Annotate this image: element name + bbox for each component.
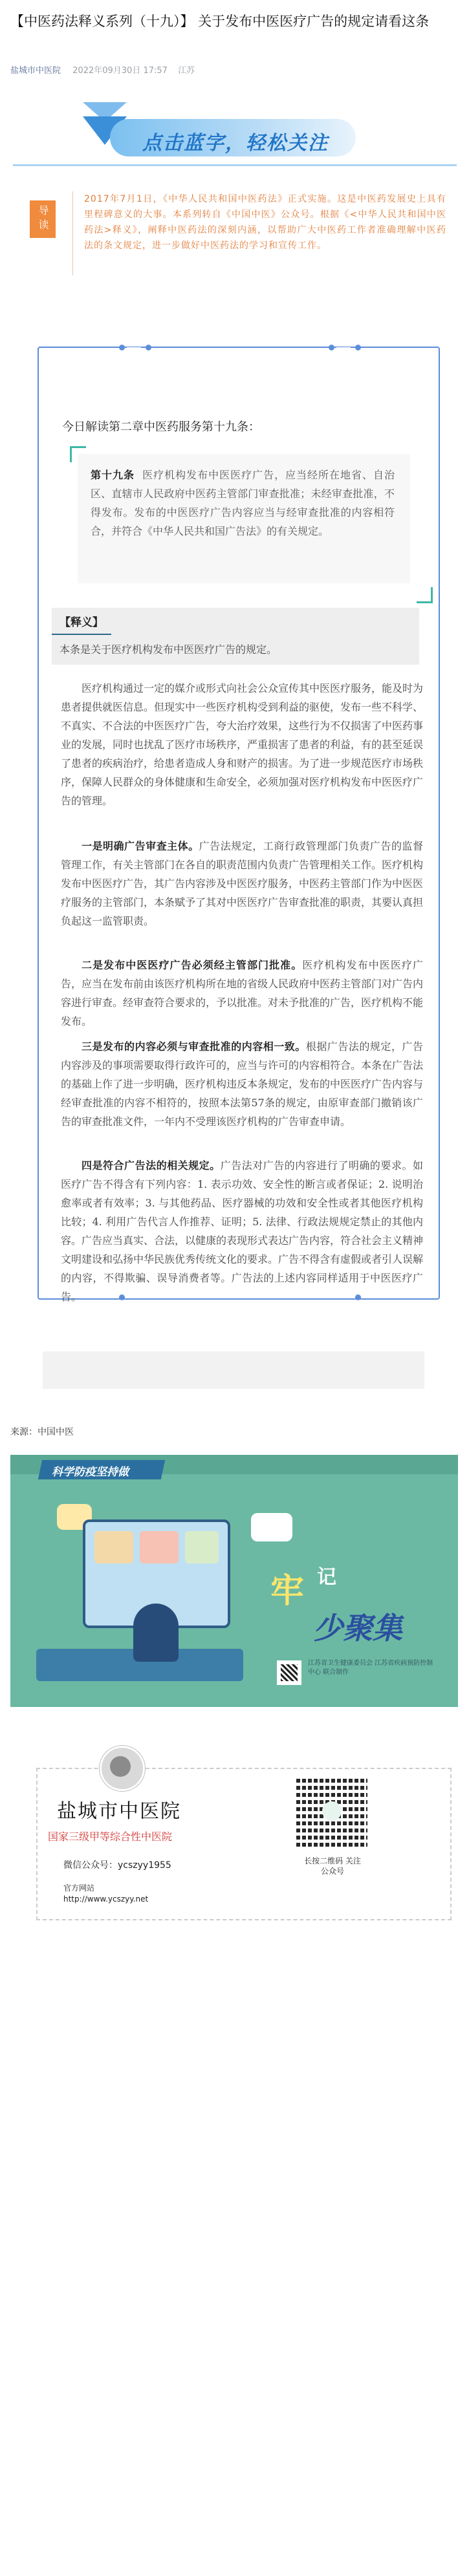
article-title: 【中医药法释义系列（十九）】 关于发布中医医疗广告的规定请看这条 <box>10 14 430 29</box>
paragraph-1-body: 广告法规定，工商行政管理部门负责广告的监督管理工作，有关主管部门在各自的职责范围内负责广告管理相关工作。医疗机构发布中医医疗广告，其广告内容涉及中医医疗服务，中医药主管部门作为中医医疗服务的主管部门，本条赋予了其对中医医疗广告审查批准的职责，其要认真担负起这一监管职责。 <box>61 840 424 927</box>
hospital-name: 盐城市中医院 <box>57 1800 181 1823</box>
frame-dot-icon <box>329 345 334 350</box>
lead-text: 今日解读第二章中医药服务第十九条： <box>62 420 260 434</box>
frame-dot-icon <box>355 345 361 350</box>
building-icon <box>110 1756 131 1777</box>
law-article-text <box>91 466 395 541</box>
paragraph-2 <box>61 956 423 1031</box>
law-article-label: 第十九条 <box>91 469 135 481</box>
poster-title-small: 记 <box>317 1566 336 1589</box>
paragraph-1 <box>61 837 423 930</box>
intro-text: 2017年7月1日，《中华人民共和国中医药法》正式实施。这是中医药发展史上具有里程碑意义的大事。本系列转自《中国中医》公众号。根据《<中华人民共和国中医药法>释义》，阐释中医药法的深刻内涵，以帮助广大中医药工作者准确理解中医药法的条文规定，进一步做好中医药法的学习和宣传工作。 <box>84 194 446 251</box>
placeholder-bar <box>43 1351 424 1389</box>
video-tile <box>140 1531 179 1563</box>
poster-credit: 江苏省卫生健康委员会 江苏省疾病预防控制中心 联合制作 <box>308 1660 433 1676</box>
chat-bubble-icon <box>251 1513 292 1541</box>
law-article-body: 医疗机构发布中医医疗广告，应当经所在地省、自治区、直辖市人民政府中医药主管部门审查批准；未经审查批准，不得发布。发布的中医医疗广告内容应当与经审查批准的内容相符合，并符合《中华人民共和国广告法》的有关规定。 <box>91 469 395 537</box>
paragraph-4 <box>61 1156 423 1306</box>
qr-code-icon <box>281 1664 298 1681</box>
wechat-account: 微信公众号：ycszyy1955 <box>63 1860 171 1871</box>
hospital-class: 国家三级甲等综合性中医院 <box>48 1830 173 1843</box>
qr-center-logo <box>322 1801 342 1821</box>
follow-banner[interactable] <box>13 110 457 175</box>
account-name-link[interactable]: 盐城市中医院 <box>10 66 61 76</box>
follow-text: 点击蓝字，轻松关注 <box>142 132 329 155</box>
article-meta <box>10 63 195 76</box>
qr-caption: 长按二维码 关注公众号 <box>304 1856 361 1876</box>
intro-section <box>18 191 452 275</box>
paragraph-3 <box>61 1037 423 1131</box>
person-illustration <box>133 1604 179 1662</box>
site-url-link[interactable]: http://www.ycszyy.net <box>63 1894 149 1904</box>
paragraph-1-heading: 一是明确广告审查主体。 <box>82 840 199 852</box>
source-text: 来源：中国中医 <box>10 1427 74 1437</box>
divider <box>13 164 457 166</box>
paragraph-3-body: 根据广告法的规定，广告内容涉及的事项需要取得行政许可的，应当与许可的内容相符合。本条在广告法的基础上作了进一步明确，医疗机构违反本条规定，发布的中医医疗广告内容与经审查批准的内容不相符的，按照本法第57条的规定，由原审查部门撤销该广告的审查批准文件，一年内不受理该医疗机构的广告审查申请。 <box>61 1040 424 1128</box>
official-site <box>63 1883 148 1905</box>
frame-gap <box>127 347 141 349</box>
content-frame <box>38 347 440 1303</box>
video-tile <box>185 1531 219 1563</box>
heading-underline <box>52 634 111 635</box>
paragraph-4-heading: 四是符合广告法的相关规定。 <box>82 1159 221 1172</box>
frame-dot-icon <box>119 345 125 350</box>
publish-location: 江苏 <box>178 66 195 76</box>
frame-gap <box>336 347 351 349</box>
poster-image <box>10 1455 458 1707</box>
poster-title-big: 牢 <box>270 1571 305 1611</box>
hospital-card <box>36 1768 452 1920</box>
intro-tag: 导读 <box>30 200 56 238</box>
poster-badge-text: 科学防疫坚持做 <box>52 1466 129 1479</box>
frame-dot-icon <box>146 345 151 350</box>
interpretation-box <box>52 608 419 665</box>
paragraph-3-heading: 三是发布的内容必须与审查批准的内容相一致。 <box>82 1040 306 1053</box>
paragraph-2-body: 医疗机构发布中医医疗广告，应当在发布前由该医疗机构所在地的省级人民政府中医药主管部门对广告内容进行审查。经审查符合要求的，予以批准。对未予批准的广告，医疗机构不能发布。 <box>61 959 424 1027</box>
law-article-box <box>78 454 410 583</box>
site-label: 官方网站 <box>63 1884 95 1893</box>
poster-subtitle: 少聚集 <box>313 1611 402 1646</box>
corner-bracket-icon <box>417 587 433 603</box>
paragraph-2-heading: 二是发布中医医疗广告必须经主管部门批准。 <box>82 959 303 971</box>
publish-date: 2022年09月30日 17:57 <box>72 66 168 76</box>
paragraph-4-body: 广告法对广告的内容进行了明确的要求。如医疗广告不得含有下列内容：1. 表示功效、安全性的断言或者保证；2. 说明治愈率或者有效率；3. 与其他药品、医疗器械的功效和安全性或者其他医疗机构比较；4. 利用广告代言人作推荐、证明；5. 法律、行政法规规定禁止的其他内容。广告应当真实、合法，以健康的表现形式表达广告内容，符合社会主义精神文明建设和弘扬中华民族优秀传统文化的要求。广告不得含有虚假或者引人误解的内容，不得欺骗、误导消费者等。广告法的上述内容同样适用于中医医疗广告。 <box>61 1159 424 1303</box>
interpretation-text: 本条是关于医疗机构发布中医医疗广告的规定。 <box>60 643 278 656</box>
interpretation-heading: 【释义】 <box>60 616 104 629</box>
video-tile <box>94 1531 133 1563</box>
divider <box>72 191 73 275</box>
paragraph-intro: 医疗机构通过一定的媒介或形式向社会公众宣传其中医医疗服务，能及时为患者提供就医信息。但现实中一些医疗机构受到利益的驱使，发布一些不科学、不真实、不合法的中医医疗广告，夸大治疗效果，这些行为不仅损害了中医药事业的发展，同时也扰乱了医疗市场秩序，严重损害了患者的利益，有的甚至延误了患者的疾病治疗，给患者造成人身和财产的损害。为了进一步规范医疗市场秩序，保障人民群众的身体健康和生命安全，必须加强对医疗机构发布中医医疗广告的管理。 <box>61 682 424 807</box>
